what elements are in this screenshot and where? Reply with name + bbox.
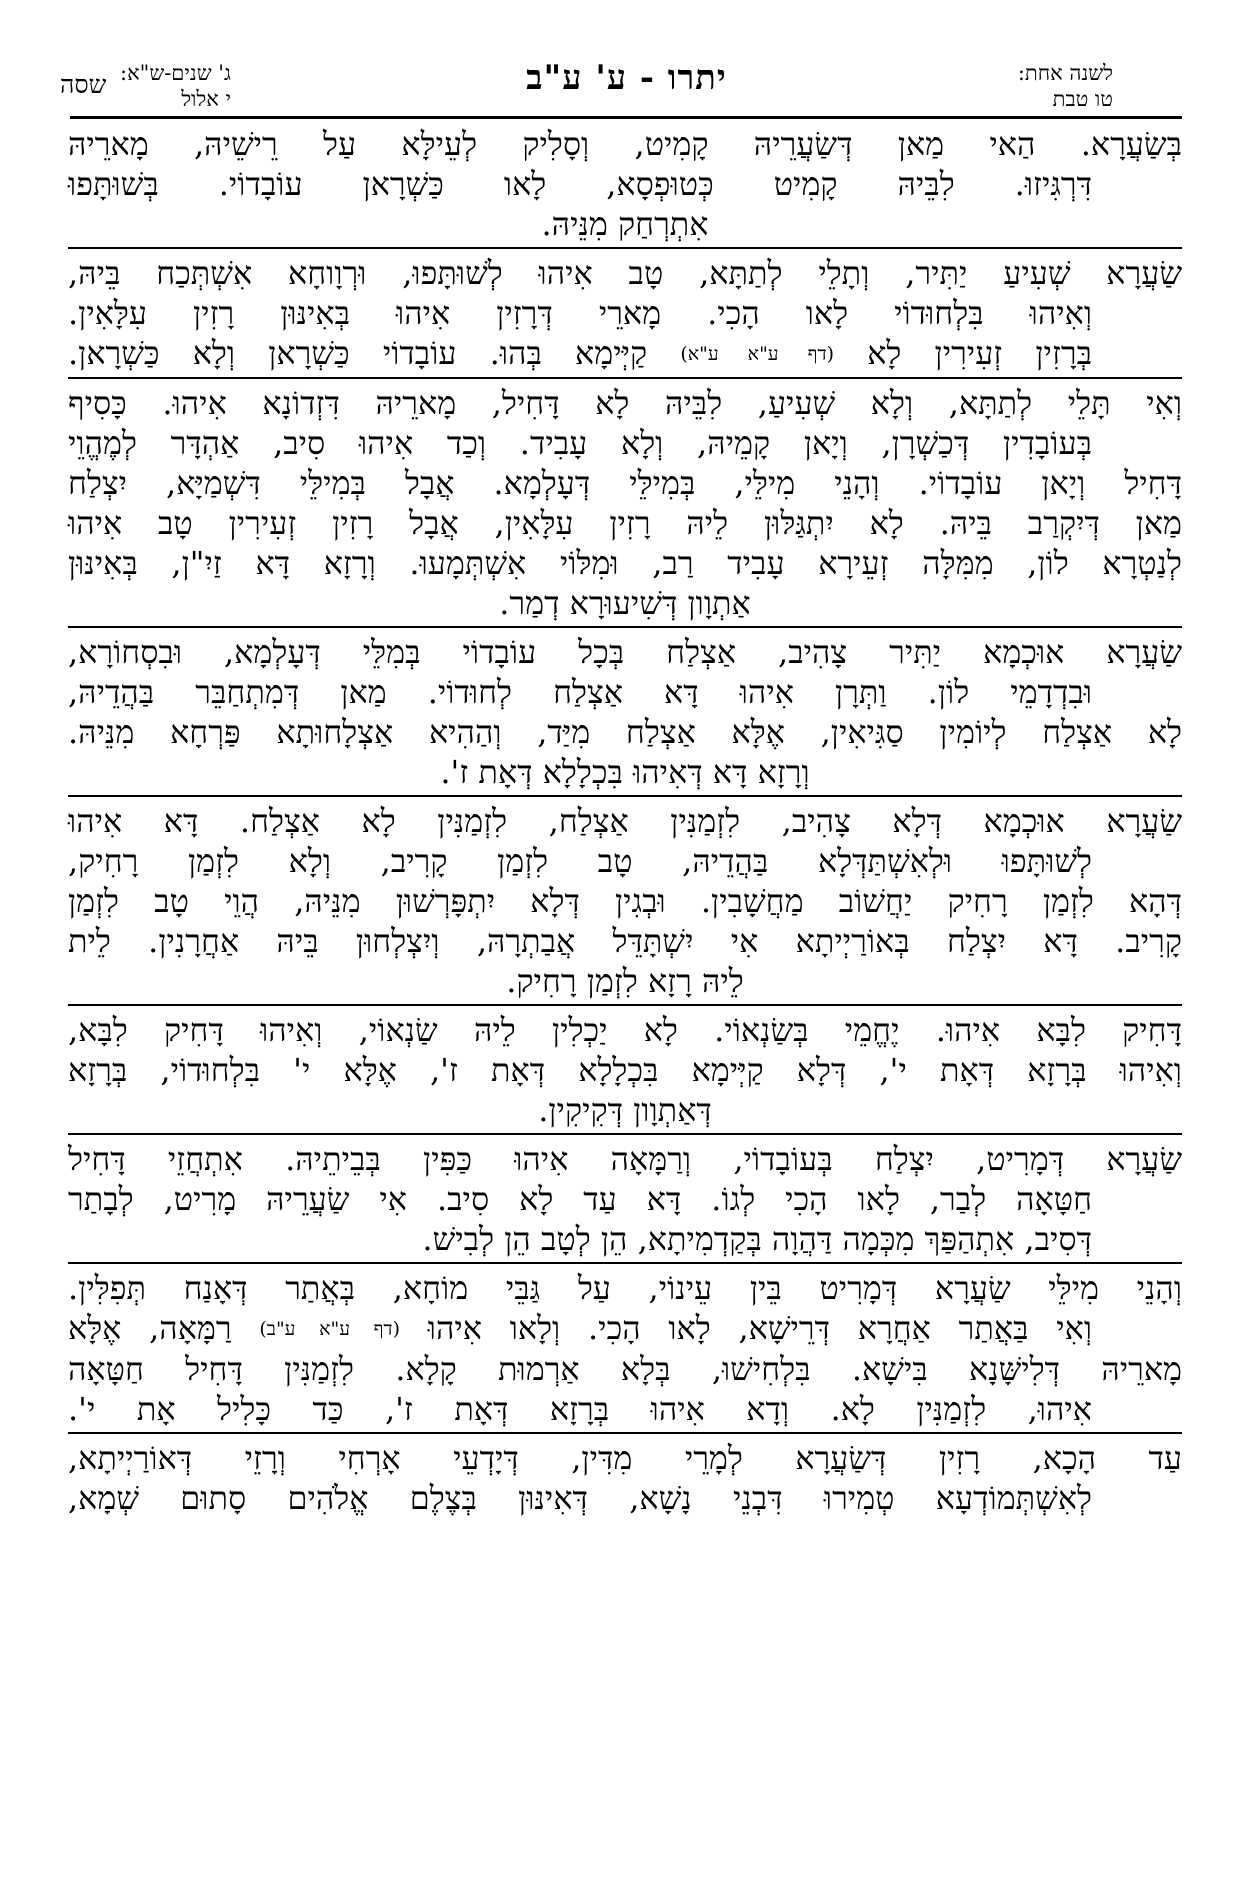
line-text: וְאִיהוּ בְּרָזָא דְּאָת י', דְּלָא קַיְּימָא בִּכְלָלָא דְּאָת ז', אֶלָּא י' בִּלְחוּדוֹי, בְּרָזָא bbox=[68, 1051, 1182, 1089]
line-text: מַאן דְּיִקְרַב בֵּיהּ. לָא יִתְגַּלּוּן לֵיהּ רָזִין עִלָּאִין, אֲבָל רָזִין זְעִירִין טָב אִיהוּ bbox=[68, 504, 1182, 542]
text-line bbox=[68, 1139, 1182, 1179]
paragraph bbox=[68, 1010, 1182, 1130]
line-text: לְאִשְׁתְּמוֹדְעָא טְמִירוּ דִּבְנֵי נָשָׁא, דְּאִינּוּן בְּצֶלֶם אֱלֹהִים סָתוּם שְׁמָא, bbox=[68, 1479, 1092, 1517]
text-line bbox=[68, 632, 1182, 672]
paragraph-divider bbox=[68, 1133, 1182, 1135]
line-text: שַׂעֲרָא דְּמָרִיט, יִצְלַח בְּעוֹבָדוֹי, וְרַמָּאָה אִיהוּ כַּפִּין בְּבֵיתֵיהּ. אִתְחֲזֵי דָּחִיל bbox=[68, 1140, 1182, 1178]
page-number: שסה bbox=[60, 70, 107, 99]
paragraph-divider bbox=[68, 377, 1182, 379]
text-line bbox=[68, 543, 1182, 583]
line-text: וְאִי בַּאֲתַר אַחֲרָא דְּרֵישָׁא, לָאו הָכִי. וְלָאו אִיהוּ bbox=[427, 1309, 1093, 1347]
text-body bbox=[68, 124, 1182, 1518]
line-text: וּבִדְדָמֵי לוֹן. וַתְּרָן אִיהוּ דָּא אַצְלַח לְחוּדוֹי. מַאן דְּמִתְחַבֵּר בַּהֲדֵיהּ, bbox=[68, 673, 1093, 711]
paragraph bbox=[68, 253, 1182, 374]
paragraph bbox=[68, 1268, 1182, 1429]
page-reference: (דף ע"א ע"ב) bbox=[259, 1318, 400, 1340]
line-text: לָא אַצְלַח לְיוֹמִין סַגִּיאִין, אֶלָּא אַצְלַח מִיַּד, וְהַהִיא אַצְלָחוּתָא פַּרְחָא מִנֵּיהּ. bbox=[68, 713, 1182, 751]
paragraph-divider bbox=[68, 1432, 1182, 1434]
paragraph-divider bbox=[68, 1004, 1182, 1006]
header-study-one-year: לשנה אחת: bbox=[1017, 61, 1113, 85]
line-text: לְשׁוּתָּפוּ וּלְאִשְׁתַּדְּלָא בַּהֲדֵיהּ, טָב לִזְמַן קָרִיב, וְלָא לִזְמַן רָחִיק, bbox=[68, 842, 1092, 880]
text-line bbox=[68, 921, 1182, 961]
line-text: בְּעוֹבָדִין דְּכַשְׁרָן, וְיָאן קָמֵיהּ, וְלָא עָבִיד. וְכַד אִיהוּ סִיב, אַהְדָּר לְמֶהֱוֵי bbox=[68, 424, 1092, 462]
text-line bbox=[68, 1090, 1182, 1130]
text-line bbox=[68, 333, 1182, 374]
line-text-continued: רַמָּאָה, אֶלָּא bbox=[68, 1309, 232, 1347]
paragraph-divider bbox=[68, 795, 1182, 797]
text-line bbox=[68, 164, 1182, 204]
paragraph bbox=[68, 383, 1182, 623]
text-line bbox=[68, 293, 1182, 333]
text-line bbox=[68, 1438, 1182, 1478]
line-text: דִּרְגִּיזוּ. לִבֵּיהּ קָמִיט כְּטוּפְסָא, לָאו כַּשְׁרָאן עוֹבָדוֹי. בְּשׁוּתָּפוּ bbox=[68, 165, 1092, 203]
line-text-continued: קַיְּימָא בְּהוּ. עוֹבָדוֹי כַּשְׁרָאן וְלָא כַּשְׁרָאן. bbox=[68, 334, 648, 372]
line-text: מָארֵיהּ דְּלִישָּׁנָא בִּישָׁא. בִּלְחִישׁוּ, בְּלָא אַרְמוּת קָלָא. לִזְמַנִּין דָּחִיל חַטָּאָה bbox=[68, 1350, 1182, 1388]
text-line bbox=[68, 124, 1182, 164]
text-line bbox=[68, 1268, 1182, 1308]
paragraph bbox=[68, 1139, 1182, 1259]
text-line bbox=[68, 463, 1182, 503]
page-title: יתרו - ע' ע"ב bbox=[526, 58, 727, 98]
line-text: וְרָזָא דָּא דְּאִיהוּ בִּכְלָלָא דְּאָת ז'. bbox=[440, 753, 810, 791]
line-text: בְּרָזִין זְעִירִין לָא bbox=[867, 334, 1093, 372]
line-text: דְּהָא לִזְמַן רָחִיק יַחֲשׁוֹב מַחֲשָׁבִין. וּבְגִין דְּלָא יִתְפָּרְשׁוּן מִנֵּיהּ, הֲוֵי טָב לִזְמַן bbox=[68, 882, 1182, 920]
line-text: וְאִיהוּ בִּלְחוּדוֹי לָאו הָכִי. מָארֵי דְּרָזִין אִיהוּ בְּאִינּוּן רָזִין עִלָּאִין. bbox=[68, 294, 1092, 332]
text-line bbox=[68, 672, 1182, 712]
line-text: דָּחִיק לִבָּא אִיהוּ. יֶחֱמֵי בְּשַׂנְאוֹי. לָא יַכְלִין לֵיהּ שַׂנְאוֹי, וְאִיהוּ דָּחִיק לִבָּא, bbox=[68, 1011, 1182, 1049]
paragraph bbox=[68, 124, 1182, 244]
header-study-three-years: ג' שנים-ש"א: bbox=[120, 61, 231, 85]
page-reference: (דף ע"א ע"א) bbox=[680, 343, 834, 365]
text-line bbox=[68, 1219, 1182, 1259]
text-line bbox=[68, 1478, 1182, 1518]
header-date-three-years: י אלול bbox=[181, 87, 231, 111]
text-line bbox=[68, 881, 1182, 921]
paragraph-divider bbox=[68, 247, 1182, 249]
paragraph bbox=[68, 1438, 1182, 1518]
line-text: וְהָנֵי מִילֵּי שַׂעֲרָא דְּמָרִיט בֵּין עֵינוֹי, עַל גַּבֵּי מוֹחָא, בְּאֲתַר דְּאָנַח תְּפִלִּין. bbox=[68, 1269, 1183, 1307]
text-line bbox=[68, 503, 1182, 543]
text-line bbox=[68, 383, 1182, 423]
text-line bbox=[68, 1349, 1182, 1389]
header-left-block bbox=[120, 60, 231, 112]
line-text: קָרִיב. דָּא יִצְלַח בְּאוֹרַיְיתָא אִי יִשְׁתָּדֵּל אֲבַתְרָהּ, וְיִצְלְחוּן בֵּיהּ אַחֲרָנִין. לֵית bbox=[68, 922, 1183, 960]
line-text: דְּאַתְוָון דְּקִיקִין. bbox=[538, 1091, 712, 1129]
text-line bbox=[68, 1179, 1182, 1219]
line-text: עַד הָכָא, רָזִין דְּשַׂעֲרָא לְמָרֵי מִדִּין, דְּיָדְעֵי אָרְחִי וְרָזֵי דְּאוֹרַיְיתָא, bbox=[68, 1439, 1182, 1477]
line-text: שַׂעֲרָא אוּכְמָא דְּלָא צָהִיב, לִזְמַנִּין אַצְלַח, לִזְמַנִּין לָא אַצְלַח. דָּא אִיהוּ bbox=[68, 802, 1183, 840]
paragraph bbox=[68, 632, 1182, 792]
header-rule bbox=[70, 116, 1182, 119]
text-line bbox=[68, 961, 1182, 1001]
text-line bbox=[68, 253, 1182, 293]
line-text: שַׂעֲרָא שְׁעִיעַ יַתִּיר, וְתָלֵי לְתַתָּא, טָב אִיהוּ לְשׁוּתָּפוּ, וּרְוָוחָא אִשְׁתְּכַח בֵּיהּ, bbox=[68, 254, 1182, 292]
line-text: לֵיהּ רָזָא לִזְמַן רָחִיק. bbox=[506, 962, 744, 1000]
text-line bbox=[68, 423, 1182, 463]
header-date-one-year: טו טבת bbox=[1052, 87, 1113, 111]
line-text: חַטָּאָה לְבַר, לָאו הָכִי לְגוֹ. דָּא עַד לָא סִיב. אִי שַׂעֲרֵיהּ מָרִיט, לְבָתַר bbox=[68, 1180, 1092, 1218]
text-line bbox=[68, 1308, 1182, 1349]
line-text: דְּסִיב, אִתְהַפַּךְ מִכְּמָה דַּהֲוָה בְּקַדְמִיתָא, הֵן לְטָב הֵן לְבִישׁ. bbox=[422, 1220, 1092, 1258]
text-line bbox=[68, 1389, 1182, 1429]
paragraph bbox=[68, 801, 1182, 1001]
line-text: בְּשַׂעֲרָא. הַאי מַאן דְּשַׂעֲרֵיהּ קָמִיט, וְסָלִיק לְעֵילָּא עַל רֵישֵׁיהּ, מָארֵיהּ bbox=[68, 125, 1182, 163]
line-text: אִתְרְחַק מִנֵּיהּ. bbox=[541, 205, 709, 243]
text-line bbox=[68, 583, 1182, 623]
line-text: אִיהוּ, לִזְמַנִּין לָא. וְדָא אִיהוּ בְּרָזָא דְּאָת ז', כַּד כָּלִיל אָת י'. bbox=[68, 1390, 1092, 1428]
text-line bbox=[68, 712, 1182, 752]
line-text: אַתְוָון דְּשִׁיעוּרָא דְמַר. bbox=[499, 584, 751, 622]
paragraph-divider bbox=[68, 626, 1182, 628]
text-line bbox=[68, 204, 1182, 244]
text-line bbox=[68, 752, 1182, 792]
paragraph-divider bbox=[68, 1262, 1182, 1264]
line-text: לְנַטְרָא לוֹן, מִמִּלָּה זְעֵירָא עָבִיד רַב, וּמִלּוֹי אִשְׁתְּמָעוּ. וְרָזָא דָּא זַיִ"ן, בְּאִינּוּן bbox=[68, 544, 1182, 582]
text-line bbox=[68, 801, 1182, 841]
text-line bbox=[68, 1050, 1182, 1090]
line-text: וְאִי תָּלֵי לְתַתָּא, וְלָא שְׁעִיעַ, לִבֵּיהּ לָא דָּחִיל, מָארֵיהּ דִּזְדוֹנָא אִיהוּ. כָּסִיף bbox=[68, 384, 1182, 422]
line-text: שַׂעֲרָא אוּכְמָא יַתִּיר צָהִיב, אַצְלַח בְּכָל עוֹבָדוֹי בְּמִלֵּי דְּעָלְמָא, וּבִסְחוֹרָא, bbox=[68, 633, 1182, 671]
text-line bbox=[68, 841, 1182, 881]
line-text: דָּחִיל וְיָאן עוֹבָדוֹי. וְהָנֵי מִילֵּי, בְּמִילֵּי דְּעָלְמָא. אֲבָל בְּמִילֵּי דִּשְׁמַיָּא, יִצְלַח bbox=[68, 464, 1183, 502]
text-line bbox=[68, 1010, 1182, 1050]
